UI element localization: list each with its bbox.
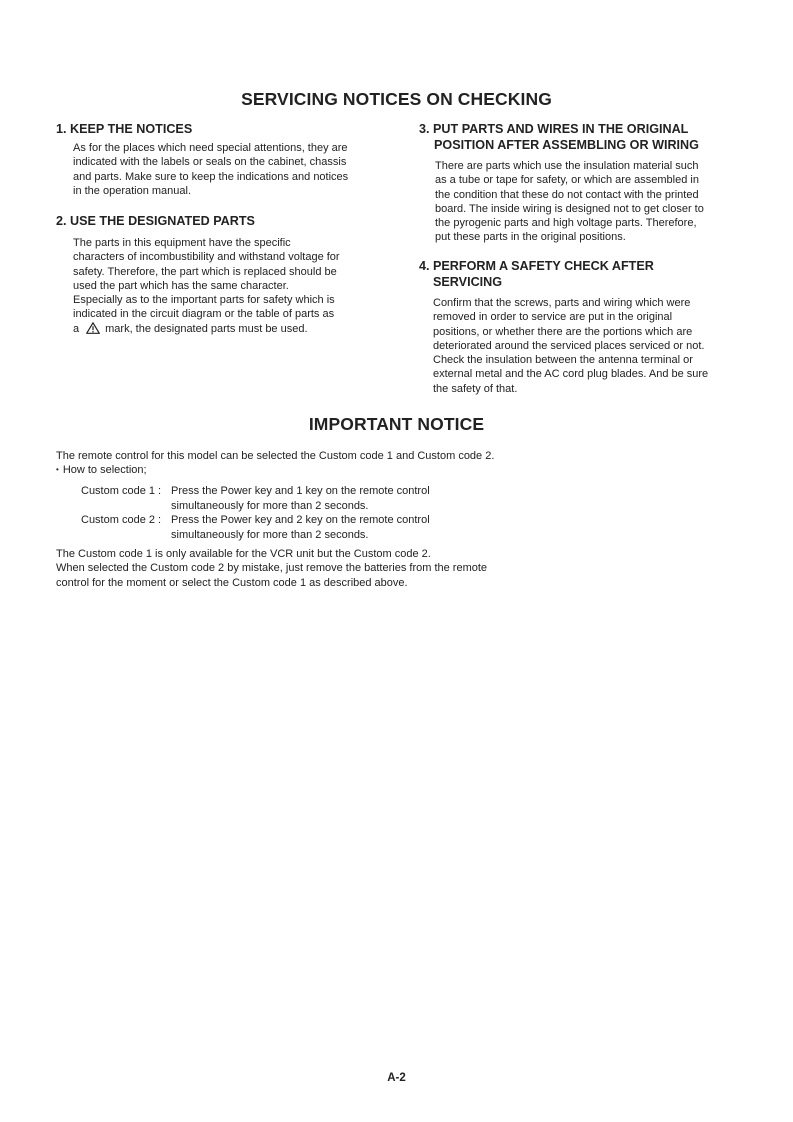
- text-line: deteriorated around the serviced places serviced or not.: [433, 339, 705, 352]
- bullet-icon: •: [56, 465, 59, 475]
- important-notice-title: IMPORTANT NOTICE: [308, 414, 485, 434]
- custom-code-row: [81, 513, 430, 528]
- text-line: control for the moment or select the Custom code 1 as described above.: [56, 576, 408, 589]
- custom-code-row-continued: simultaneously for more than 2 seconds.: [171, 499, 369, 512]
- section-1-body: [73, 141, 348, 198]
- bullet-text: How to selection;: [62, 464, 147, 477]
- text-line: The remote control for this model can be selected the Custom code 1 and Custom code 2.: [56, 450, 495, 462]
- text-line: the safety of that.: [433, 382, 518, 395]
- text-line: When selected the Custom code 2 by mistake, just remove the batteries from the remote: [56, 562, 488, 575]
- text-line: Check the insulation between the antenna terminal or: [433, 354, 693, 367]
- important-notice-body: [56, 449, 494, 478]
- text-line: characters of incombustibility and withstand voltage for: [73, 251, 340, 264]
- text-fragment: a: [73, 322, 80, 335]
- section-2-heading: 2. USE THE DESIGNATED PARTS: [56, 214, 255, 228]
- warning-triangle-icon: [86, 322, 100, 338]
- text-line: The Custom code 1 is only available for the VCR unit but the Custom code 2.: [56, 548, 431, 560]
- text-line: put these parts in the original positions.: [435, 231, 626, 244]
- important-notice-outro: [56, 547, 487, 590]
- custom-code-instruction: Press the Power key and 2 key on the remote control: [171, 514, 430, 526]
- section-2-body: [73, 236, 340, 338]
- section-4-body: [433, 296, 708, 396]
- section-3-heading: [419, 121, 699, 153]
- custom-code-list: [81, 484, 430, 542]
- text-line: Confirm that the screws, parts and wiring which were: [433, 297, 691, 309]
- text-line: and parts. Make sure to keep the indications and notices: [73, 170, 349, 183]
- text-line: external metal and the AC cord plug blades. And be sure: [433, 368, 709, 381]
- custom-code-label: Custom code 2 :: [81, 514, 162, 526]
- text-line: There are parts which use the insulation material such: [435, 160, 699, 172]
- text-fragment: mark, the designated parts must be used.: [105, 322, 308, 335]
- custom-code-label: Custom code 1 :: [81, 485, 162, 497]
- text-line: in the operation manual.: [73, 184, 192, 197]
- text-line-with-icon: [73, 322, 340, 338]
- page-number: A-2: [387, 1072, 406, 1084]
- text-line: positions, or whether there are the portions which are: [433, 325, 693, 338]
- custom-code-instruction: Press the Power key and 1 key on the remote control: [171, 485, 430, 497]
- text-line: safety. Therefore, the part which is replaced should be: [73, 265, 337, 278]
- section-3-body: [435, 159, 704, 245]
- custom-code-row: [81, 484, 430, 499]
- text-line: The parts in this equipment have the specific: [73, 237, 291, 249]
- text-line: indicated in the circuit diagram or the table of parts as: [73, 308, 335, 321]
- text-line: As for the places which need special attentions, they are: [73, 142, 348, 154]
- heading-line: 3. PUT PARTS AND WIRES IN THE ORIGINAL: [419, 122, 689, 136]
- heading-line: 4. PERFORM A SAFETY CHECK AFTER: [419, 259, 654, 273]
- bullet-line: [56, 463, 494, 477]
- heading-line: POSITION AFTER ASSEMBLING OR WIRING: [434, 138, 699, 152]
- text-line: the condition that these do not contact with the printed: [435, 188, 699, 201]
- text-line: removed in order to service are put in the original: [433, 311, 673, 324]
- text-line: indicated with the labels or seals on the cabinet, chassis: [73, 156, 347, 169]
- text-line: Especially as to the important parts for safety which is: [73, 294, 335, 307]
- page-title: SERVICING NOTICES ON CHECKING: [241, 89, 552, 109]
- section-4-heading: [419, 258, 654, 290]
- text-line: board. The inside wiring is designed not to get closer to: [435, 202, 704, 215]
- heading-line: SERVICING: [433, 275, 503, 289]
- text-line: used the part which has the same character.: [73, 279, 289, 292]
- section-1-heading: 1. KEEP THE NOTICES: [56, 122, 193, 136]
- text-line: the pyrogenic parts and high voltage parts. Therefore,: [435, 217, 697, 230]
- custom-code-row-continued: simultaneously for more than 2 seconds.: [171, 528, 369, 541]
- text-line: as a tube or tape for safety, or which are assembled in: [435, 174, 699, 187]
